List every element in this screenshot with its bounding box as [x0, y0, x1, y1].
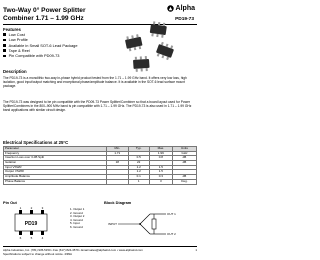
column-header: Max.: [149, 147, 172, 152]
bullet-icon: [3, 39, 6, 42]
feature-item: Tape & Reel: [3, 48, 83, 53]
table-row: Insertion Loss over 3 dB Split 0.5 0.8 dB: [4, 156, 197, 161]
table-row: Amplitude Balance 0.1 0.3 dB: [4, 175, 197, 180]
feature-item: Available in Small SOT-6 Lead Package: [3, 43, 83, 48]
features-heading: Features: [3, 27, 21, 32]
pin-number: 3: [41, 206, 44, 210]
pin-number: 1: [19, 206, 22, 210]
pin-number: 5: [30, 236, 33, 240]
package-photo: [103, 20, 189, 78]
footer-company: Alpha Industries, Inc. (781) 935-5150 • Fax (617) 824-4579 • Email sales@alphaind.com • www.alphaind.com: [3, 248, 143, 252]
isolation-resistor: [152, 219, 156, 229]
description-paragraph-2: The PD19-73 was designed to be pin compatible with the PD09-73 Power Splitter/Combiner so that a board layout used for Power Splitter/Combiners in the 800–900 MHz band is pin compatible with 1.71 – 1.99 GHz. The PD19-73 is also used in 1.71 – 1.99 GHz band applications with similar circuit design.: [3, 100, 192, 113]
chip-label: PD19: [24, 221, 38, 227]
block-diagram-section: [104, 200, 194, 247]
table-row: Input VSWR 1.2 1.5: [4, 165, 197, 170]
description-heading: Description: [3, 69, 27, 74]
output-1-label: OUT 1: [167, 212, 176, 216]
pinout-section: [3, 200, 63, 245]
footer-revision: Specifications subject to change without notice. 4/99A: [3, 252, 72, 256]
description-paragraph-1: The PD19-73 is a monolithic two-way in-phase hybrid product tested from the 1.71 – 1.99 GHz band. It offers very low loss, high isolation, good input/output matching and exceptional phase/amplitude balance. It is available in the SOT-6 lead surface mount package.: [3, 76, 187, 89]
footer-divider: [3, 246, 197, 247]
features-list: [3, 32, 83, 58]
block-diagram: [104, 206, 194, 242]
bullet-icon: [3, 33, 6, 36]
alpha-logo-icon: [167, 5, 174, 12]
feature-item: Low Cost: [3, 32, 83, 37]
title-line-2: Combiner 1.71 – 1.99 GHz: [3, 15, 84, 22]
block-diagram-heading: Block Diagram: [104, 200, 132, 205]
table-row: Frequency 1.71 1.99 GHz: [4, 151, 197, 156]
brand-name: Alpha: [175, 5, 195, 12]
page-number: 1: [195, 248, 197, 252]
pin-number: 4: [41, 236, 44, 240]
pin-number: 2: [30, 206, 33, 210]
pin-number: 6: [19, 236, 22, 240]
document-title: [3, 7, 86, 23]
part-number: PD19-73: [175, 17, 194, 22]
brand-logo: [167, 5, 195, 12]
feature-item: Pin Compatible with PD09-73: [3, 53, 83, 58]
column-header: Typ.: [128, 147, 149, 152]
table-row: Output VSWR 1.2 1.5: [4, 170, 197, 175]
input-label: INPUT: [108, 222, 117, 226]
table-row: Isolation 18 22 dB: [4, 161, 197, 166]
bullet-icon: [3, 55, 6, 58]
bullet-icon: [3, 49, 6, 52]
column-header: Min.: [107, 147, 129, 152]
chip-package-icon: [124, 21, 175, 72]
pinout-diagram: [3, 206, 63, 240]
column-header: Units: [172, 147, 196, 152]
pin-notes: 1. Output 1 2. Ground 3. Output 2 4. Ground 5. Input 6. Ground: [70, 207, 85, 229]
pinout-heading: Pin Out: [3, 200, 17, 205]
specs-heading: Electrical Specifications at 25°C: [3, 140, 69, 145]
bullet-icon: [3, 44, 6, 47]
table-row: Phase Balance 1 3 Deg.: [4, 179, 197, 184]
feature-item: Low Profile: [3, 37, 83, 42]
title-line-1: Two-Way 0° Power Splitter: [3, 7, 86, 14]
specs-table: [3, 146, 197, 185]
output-2-label: OUT 2: [167, 232, 176, 236]
column-header: Parameter: [4, 147, 107, 152]
